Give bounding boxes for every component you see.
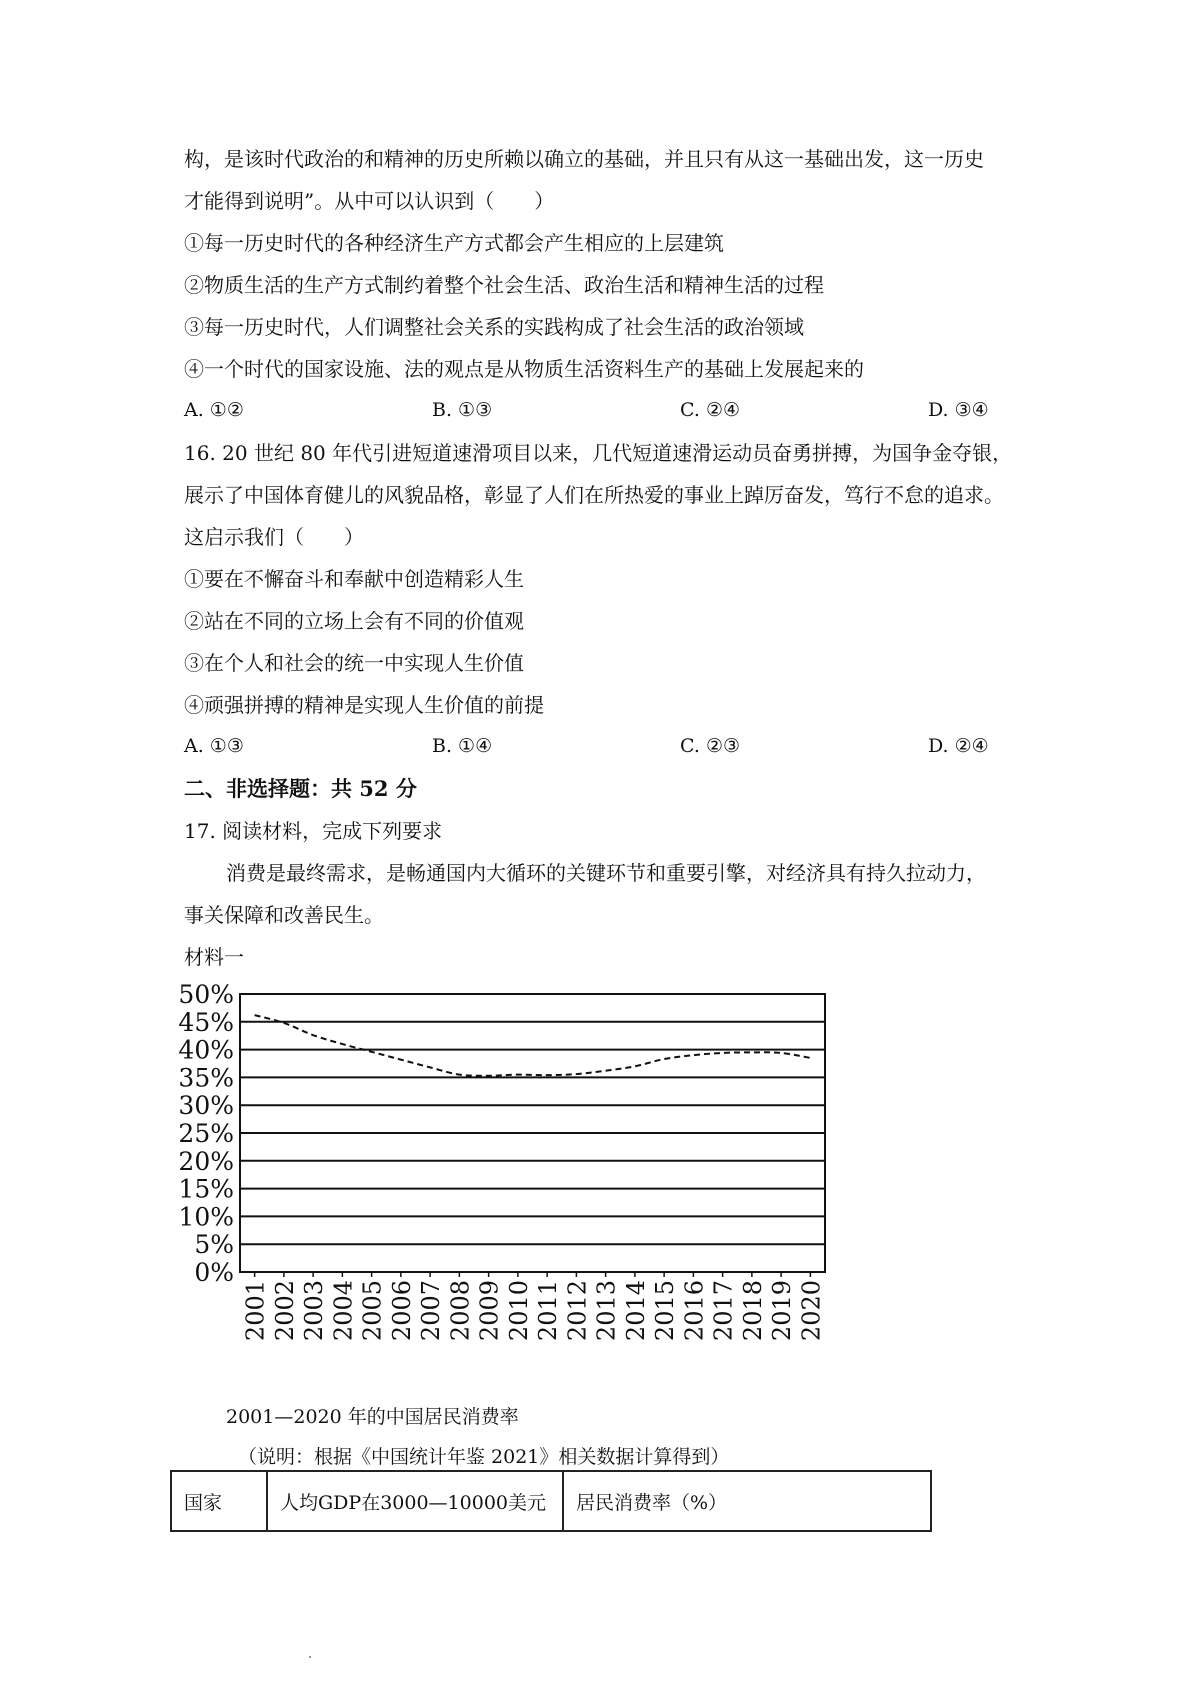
x-tick-label: 2011 <box>534 1280 563 1342</box>
data-table <box>170 1470 932 1532</box>
q17-paragraph-line-1: 消费是最终需求，是畅通国内大循环的关键环节和重要引擎，对经济具有持久拉动力， <box>226 861 986 885</box>
y-tick-label: 10% <box>178 1202 234 1232</box>
q15-item-1: ①每一历史时代的各种经济生产方式都会产生相应的上层建筑 <box>184 231 724 255</box>
x-tick-label: 2016 <box>680 1280 709 1342</box>
y-tick-label: 20% <box>178 1146 234 1176</box>
q16-item-4: ④顽强拼搏的精神是实现人生价值的前提 <box>184 693 544 717</box>
q15-item-2: ②物质生活的生产方式制约着整个社会生活、政治生活和精神生活的过程 <box>184 273 824 297</box>
q15-stem-line-2: 才能得到说明”。从中可以认识到（ ） <box>184 189 555 213</box>
x-tick-label: 2014 <box>621 1280 650 1342</box>
q16-item-1: ①要在不懈奋斗和奉献中创造精彩人生 <box>184 567 524 591</box>
q16-option-d: D. ②④ <box>928 735 989 757</box>
x-tick-label: 2008 <box>446 1280 475 1342</box>
q15-item-4: ④一个时代的国家设施、法的观点是从物质生活资料生产的基础上发展起来的 <box>184 357 864 381</box>
x-tick-label: 2019 <box>768 1280 797 1342</box>
x-tick-label: 2018 <box>738 1280 767 1342</box>
q17-paragraph-line-2: 事关保障和改善民生。 <box>184 903 384 927</box>
q16-stem-line-2: 展示了中国体育健儿的风貌品格，彰显了人们在所热爱的事业上踔厉奋发，笃行不怠的追求。 <box>184 483 1004 507</box>
x-tick-label: 2004 <box>329 1280 358 1342</box>
q15-option-d: D. ③④ <box>928 399 989 421</box>
y-tick-label: 5% <box>194 1230 234 1260</box>
table-header-country: 国家 <box>171 1471 267 1531</box>
y-tick-label: 15% <box>178 1174 234 1204</box>
x-tick-label: 2010 <box>504 1280 533 1342</box>
y-tick-label: 50% <box>178 980 234 1009</box>
table-header-consumption-rate: 居民消费率（%） <box>563 1471 931 1531</box>
chart-caption: 2001—2020 年的中国居民消费率 <box>226 1406 519 1428</box>
q16-stem-line-1: 16. 20 世纪 80 年代引进短道速滑项目以来，几代短道速滑运动员奋勇拼搏，为国争金夺银， <box>184 441 1013 465</box>
x-tick-label: 2007 <box>417 1280 446 1342</box>
q15-stem-line-1: 构，是该时代政治的和精神的历史所赖以确立的基础，并且只有从这一基础出发，这一历史 <box>184 147 984 171</box>
q15-item-3: ③每一历史时代，人们调整社会关系的实践构成了社会生活的政治领域 <box>184 315 804 339</box>
x-tick-label: 2001 <box>241 1280 270 1342</box>
y-tick-label: 45% <box>178 1007 234 1037</box>
q15-option-c: C. ②④ <box>680 399 741 421</box>
x-tick-label: 2017 <box>709 1280 738 1342</box>
page-mark <box>309 1656 311 1658</box>
q17-title: 17. 阅读材料，完成下列要求 <box>184 819 443 843</box>
x-tick-label: 2020 <box>797 1280 826 1342</box>
q16-item-2: ②站在不同的立场上会有不同的价值观 <box>184 609 524 633</box>
table-header-gdp: 人均GDP在3000—10000美元 <box>267 1471 563 1531</box>
y-tick-label: 25% <box>178 1119 234 1148</box>
q16-option-b: B. ①④ <box>432 735 493 757</box>
y-tick-label: 0% <box>194 1258 234 1287</box>
x-tick-label: 2009 <box>475 1280 504 1342</box>
x-tick-label: 2006 <box>387 1280 416 1342</box>
y-tick-label: 30% <box>178 1091 234 1121</box>
x-tick-label: 2003 <box>300 1280 329 1342</box>
q15-option-b: B. ①③ <box>432 399 493 421</box>
q16-item-3: ③在个人和社会的统一中实现人生价值 <box>184 651 524 675</box>
material-one-label: 材料一 <box>184 945 244 969</box>
section-heading: 二、非选择题：共 52 分 <box>184 776 417 801</box>
y-tick-label: 35% <box>178 1063 234 1093</box>
chart-source-note: （说明：根据《中国统计年鉴 2021》相关数据计算得到） <box>238 1446 730 1468</box>
x-tick-label: 2013 <box>592 1280 621 1342</box>
x-tick-label: 2002 <box>270 1280 299 1342</box>
series-line <box>255 1015 811 1076</box>
x-tick-label: 2015 <box>651 1280 680 1342</box>
q16-option-a: A. ①③ <box>184 735 244 757</box>
q15-option-a: A. ①② <box>184 399 244 421</box>
q16-stem-line-3: 这启示我们（ ） <box>184 525 364 549</box>
x-tick-label: 2012 <box>563 1280 592 1342</box>
q16-option-c: C. ②③ <box>680 735 741 757</box>
table-header-row <box>171 1471 931 1531</box>
x-tick-label: 2005 <box>358 1280 387 1342</box>
consumption-rate-chart <box>160 975 840 1355</box>
y-tick-label: 40% <box>178 1035 234 1065</box>
